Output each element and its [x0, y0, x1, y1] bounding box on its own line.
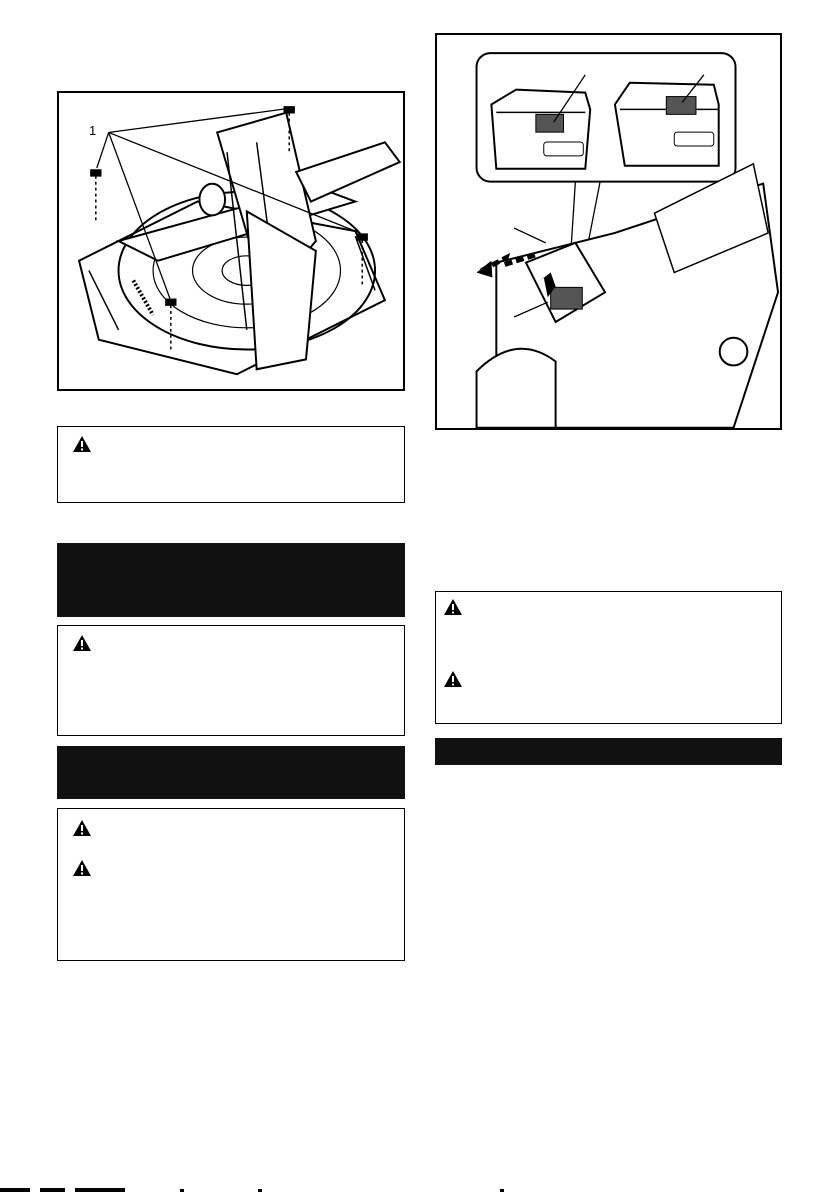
section-heading-bar — [57, 746, 405, 799]
warning-box — [57, 625, 405, 736]
figure-battery-cartridge — [435, 33, 782, 430]
warning-triangle-icon — [72, 819, 92, 837]
battery-illustration — [437, 35, 780, 428]
section-heading-bar — [57, 543, 405, 617]
warning-triangle-icon — [72, 435, 92, 453]
warning-box — [435, 591, 782, 724]
warning-triangle-icon — [443, 670, 463, 688]
warning-triangle-icon — [443, 598, 463, 616]
page-footer-marks — [0, 1186, 840, 1192]
section-heading-bar — [435, 738, 782, 765]
figure-saw-screws — [57, 91, 405, 391]
warning-triangle-icon — [72, 634, 92, 652]
saw-illustration — [59, 93, 403, 389]
warning-box — [57, 426, 405, 503]
warning-box — [57, 808, 405, 961]
warning-triangle-icon — [72, 859, 92, 877]
callout-label: 1 — [89, 123, 97, 138]
